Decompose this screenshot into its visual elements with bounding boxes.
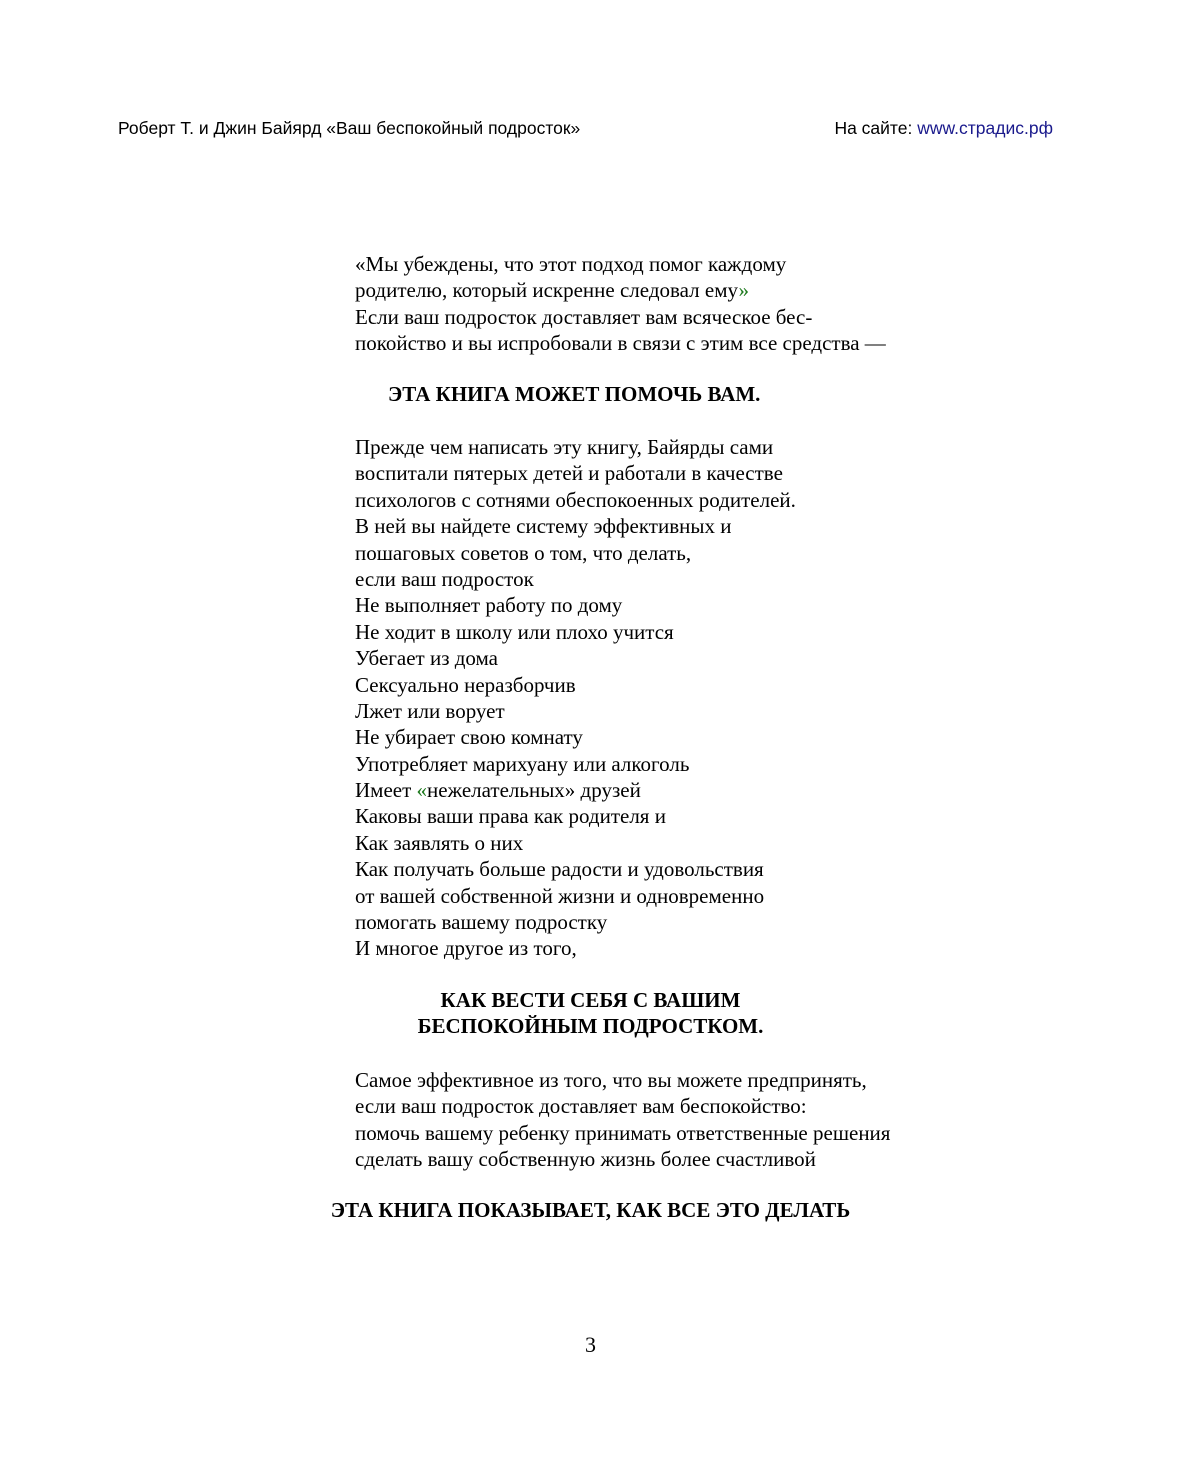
text-line: воспитали пятерых детей и работали в качестве (355, 461, 783, 486)
text-line: Употребляет марихуану или алкоголь (355, 751, 690, 776)
text-line: психологов с сотнями обеспокоенных родителей. (355, 487, 796, 512)
running-header (118, 118, 1053, 144)
text-line: Лжет или ворует (355, 698, 505, 723)
page-number: 3 (585, 1332, 596, 1357)
text-line: если ваш подросток доставляет вам беспокойство: (355, 1094, 807, 1119)
intro-paragraph (355, 251, 995, 357)
text-line: если ваш подросток (355, 566, 534, 591)
heading-can-help: ЭТА КНИГА МОЖЕТ ПОМОЧЬ ВАМ. (388, 382, 761, 406)
text-line: помогать вашему подростку (355, 910, 608, 935)
text-line: Сексуально неразборчив (355, 672, 576, 697)
text-line: Прежде чем написать эту книгу, Байярды сами (355, 435, 774, 459)
header-site-link[interactable]: www.страдис.рф (917, 118, 1053, 138)
heading-shows-how: ЭТА КНИГА ПОКАЗЫВАЕТ, КАК ВСЕ ЭТО ДЕЛАТЬ (330, 1198, 851, 1222)
list-lines-before (355, 434, 995, 777)
text-line: Как заявлять о них (355, 830, 524, 855)
text-line: Имеет «нежелательных» друзей (355, 778, 641, 803)
text-line: помочь вашему ребенку принимать ответственные решения (355, 1120, 891, 1145)
header-site (834, 118, 1053, 139)
text-line: И многое другое из того, (355, 936, 577, 961)
closing-lines (355, 1067, 995, 1173)
text-line: Как получать больше радости и удовольствия (355, 857, 764, 882)
text-line: Если ваш подросток доставляет вам всяческое бес- (355, 304, 813, 329)
header-book-title: Роберт Т. и Джин Байярд «Ваш беспокойный подросток» (118, 118, 581, 138)
heading-how-to-behave: КАК ВЕСТИ СЕБЯ С ВАШИМ БЕСПОКОЙНЫМ ПОДРОСТКОМ. (417, 988, 764, 1039)
header-site-label: На сайте: (834, 118, 918, 138)
text-line: покойство и вы испробовали в связи с этим все средства — (355, 331, 886, 356)
text-line: Не выполняет работу по дому (355, 593, 623, 618)
opening-quote: « (416, 778, 428, 803)
text-line: от вашей собственной жизни и одновременно (355, 883, 765, 908)
closing-paragraph (355, 1067, 995, 1173)
text-line: В ней вы найдете систему эффективных и (355, 514, 732, 539)
list-lines-after (355, 803, 995, 961)
text-line: родителю, который искренне следовал ему» (355, 278, 750, 303)
text-line: Не ходит в школу или плохо учится (355, 619, 674, 644)
text-line: Каковы ваши права как родителя и (355, 804, 666, 829)
text-line: сделать вашу собственную жизнь более счастливой (355, 1147, 816, 1172)
text-line: «Мы убеждены, что этот подход помог каждому (355, 252, 787, 276)
text-line: пошаговых советов о том, что делать, (355, 540, 692, 565)
list-paragraph (355, 434, 995, 962)
text-line: Не убирает свою комнату (355, 725, 583, 750)
text-line: Самое эффективное из того, что вы можете предпринять, (355, 1068, 867, 1092)
text-line: Убегает из дома (355, 646, 498, 671)
closing-quote: » (738, 278, 750, 303)
